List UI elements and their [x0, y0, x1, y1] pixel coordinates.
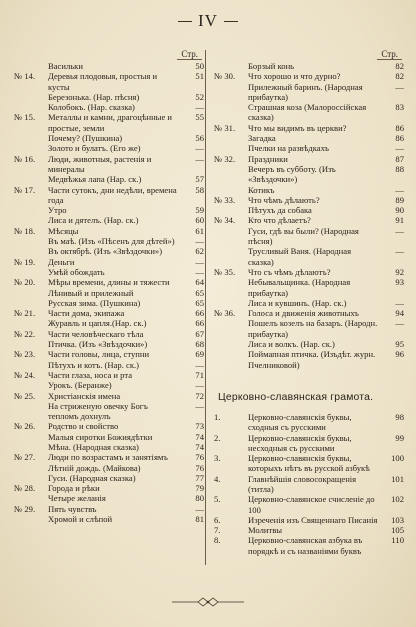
toc-entry — [214, 61, 404, 71]
toc-entry — [214, 185, 404, 195]
toc-entry — [14, 504, 204, 514]
entry-title: Части сутокъ, дни недѣли, времена года — [48, 184, 177, 205]
entry-number: № 22. — [14, 328, 36, 339]
entry-page: 72 — [195, 390, 204, 401]
entry-page: 65 — [195, 287, 204, 298]
entry-title: Трусливый Ваня. (Народная сказка) — [248, 246, 352, 267]
page-header — [0, 6, 416, 36]
toc-entry — [14, 463, 204, 473]
entry-title: Умѣй обождать — [48, 266, 105, 277]
entry-page: 82 — [395, 61, 404, 71]
left-column — [14, 47, 204, 524]
entry-page: — — [395, 81, 404, 92]
toc-entry — [14, 308, 204, 318]
entry-title: Лиса и волкъ. (Нар. ск.) — [248, 339, 335, 350]
entry-page: 69 — [195, 349, 204, 360]
page-column-label: Стр. — [177, 49, 202, 60]
entry-number: № 36. — [214, 308, 236, 319]
entry-title: Части дома, экипажа — [48, 308, 125, 319]
entry-title: Пять чувствъ — [48, 503, 97, 514]
entry-title: Золото и булатъ. (Его же) — [48, 143, 141, 154]
entry-number: № 19. — [14, 256, 36, 267]
section-title: Церковно-славянская грамота. — [218, 391, 374, 403]
entry-page: 50 — [195, 61, 204, 71]
right-column — [214, 47, 404, 556]
entry-page: — — [195, 400, 204, 411]
entry-title: Урокъ. (Беранже) — [48, 380, 112, 391]
entry-title: Журавль и цапля.(Нар. ск.) — [48, 318, 147, 329]
entry-page: 88 — [395, 163, 404, 174]
toc-entry — [14, 246, 204, 256]
toc-entry — [14, 391, 204, 401]
entry-number: № 20. — [14, 277, 36, 288]
left-entries-list — [14, 61, 204, 524]
entry-page: — — [395, 246, 404, 257]
entry-title: Что мы видимъ въ церкви? — [248, 122, 347, 133]
entry-page: — — [395, 184, 404, 195]
entry-title: Котикъ — [248, 184, 275, 195]
entry-page: 68 — [195, 339, 204, 350]
entry-page: — — [195, 236, 204, 247]
toc-entry — [214, 494, 404, 515]
entry-page: — — [195, 359, 204, 370]
toc-entry — [14, 514, 204, 524]
entry-title: Прилежный баринъ. (Народная прибаутка) — [248, 81, 363, 102]
entry-title: Колобокъ. (Нар. сказка) — [48, 102, 135, 113]
toc-entry — [214, 515, 404, 525]
entry-number: № 23. — [14, 349, 36, 360]
entry-page: 83 — [395, 102, 404, 113]
entry-page: — — [195, 380, 204, 391]
entry-title: Деревья плодовыя, простыя и кусты — [48, 71, 158, 92]
entry-page: 86 — [395, 133, 404, 144]
entry-page: 66 — [195, 308, 204, 319]
entry-page: — — [195, 503, 204, 514]
entry-title: Васильки — [48, 61, 83, 71]
entry-number: № 28. — [14, 483, 36, 494]
entry-page: 110 — [391, 535, 404, 546]
entry-title: Утро — [48, 205, 67, 216]
entry-page: 90 — [395, 205, 404, 216]
entry-page: 73 — [195, 421, 204, 432]
entry-page: 66 — [195, 318, 204, 329]
toc-entry — [214, 525, 404, 535]
right-column-head — [214, 47, 404, 61]
entry-number: № 26. — [14, 421, 36, 432]
entry-title: Загадка — [248, 133, 276, 144]
page-column-label: Стр. — [377, 49, 402, 60]
entry-number: 5. — [214, 494, 221, 505]
entry-title: Хромой и слѣпой — [48, 514, 113, 525]
entry-title: Люди по возрастамъ и занятіямъ — [48, 452, 168, 463]
toc-entry — [214, 349, 404, 370]
toc-entry — [14, 298, 204, 308]
entry-page: 65 — [195, 297, 204, 308]
toc-entry — [214, 143, 404, 153]
toc-entry — [14, 380, 204, 390]
toc-entry — [14, 236, 204, 246]
entry-page: 79 — [195, 483, 204, 494]
entry-title: Мѣсяцы — [48, 225, 79, 236]
entry-page: — — [195, 153, 204, 164]
entry-title: Молитвы — [248, 525, 283, 536]
entry-page: 95 — [395, 339, 404, 350]
toc-entry — [14, 267, 204, 277]
toc-entry — [14, 143, 204, 153]
entry-title: Мѣна. (Народная сказка) — [48, 441, 139, 452]
entry-title: Изреченія изъ Священнаго Писанія — [248, 514, 378, 525]
toc-entry — [214, 433, 404, 454]
toc-entry — [14, 370, 204, 380]
header-dash-left — [178, 21, 192, 22]
toc-entry — [14, 288, 204, 298]
entry-title: Металлы и камни, драгоцѣнные и простые, земли — [48, 112, 173, 133]
toc-entry — [214, 102, 404, 123]
entry-title: Что хорошо и что дурно? — [248, 71, 341, 82]
toc-entry — [214, 164, 404, 185]
entry-page: 71 — [195, 369, 204, 380]
toc-entry — [14, 205, 204, 215]
entry-page: 103 — [391, 514, 404, 525]
entry-page: 59 — [195, 205, 204, 216]
entry-title: Праздники — [248, 153, 288, 164]
entry-number: № 14. — [14, 71, 36, 82]
entry-page: 105 — [391, 525, 404, 536]
toc-entry — [214, 339, 404, 349]
entry-title: Въ октябрѣ. (Изъ «Звѣздочки») — [48, 246, 163, 257]
entry-page: 89 — [395, 194, 404, 205]
entry-page: 57 — [195, 174, 204, 185]
toc-entry — [214, 215, 404, 225]
left-column-head — [14, 47, 204, 61]
entry-number: 7. — [214, 525, 221, 536]
entry-page: 67 — [195, 328, 204, 339]
toc-entry — [214, 453, 404, 474]
entry-title: Лиса и дятелъ. (Нар. ск.) — [48, 215, 139, 226]
entry-page: 93 — [395, 277, 404, 288]
entry-page: 98 — [395, 411, 404, 422]
entry-title: Родство и свойство — [48, 421, 119, 432]
toc-entry — [14, 401, 204, 422]
entry-title: Пошелъ козелъ на базаръ. (Народн. прибаутка) — [248, 318, 378, 339]
entry-number: № 25. — [14, 390, 36, 401]
entry-page: — — [395, 143, 404, 154]
entry-title: Русская зима. (Пушкина) — [48, 297, 141, 308]
entry-title: Птичка. (Изъ «Звѣздочки») — [48, 339, 148, 350]
toc-entry — [14, 174, 204, 184]
entry-title: Борзый конь — [248, 61, 295, 71]
entry-title: Пчелки на развѣдкахъ — [248, 143, 329, 154]
entry-page: — — [195, 102, 204, 113]
toc-entry — [14, 452, 204, 462]
entry-title: Гуси. (Народная сказка) — [48, 472, 136, 483]
entry-page: 80 — [195, 493, 204, 504]
entry-title: Поймапная птичка. (Изъдѣт. журн. Пчелниковой) — [248, 349, 376, 370]
entry-page: 74 — [195, 431, 204, 442]
entry-number: № 16. — [14, 153, 36, 164]
toc-entry — [14, 493, 204, 503]
entry-title: Лиса и кувшинъ. (Нар. ск.) — [248, 297, 347, 308]
entry-page: 76 — [195, 462, 204, 473]
entry-page: 87 — [395, 153, 404, 164]
toc-entry — [214, 474, 404, 495]
toc-entry — [14, 318, 204, 328]
entry-title: Деньги — [48, 256, 75, 267]
entry-title: Страшная коза (Малороссійская сказка) — [248, 102, 367, 123]
toc-entry — [14, 432, 204, 442]
toc-entry — [214, 318, 404, 339]
entry-page: 100 — [391, 453, 404, 464]
entry-page: 61 — [195, 225, 204, 236]
entry-title: Кто что дѣлаетъ? — [248, 215, 311, 226]
entry-page: 96 — [395, 349, 404, 360]
entry-title: Части человѣческаго тѣла — [48, 328, 144, 339]
entry-title: Небывальщинка. (Народная прибаутка) — [248, 277, 351, 298]
toc-entry — [14, 61, 204, 71]
entry-page: 64 — [195, 277, 204, 288]
entry-title: Гуси, гдѣ вы были? (Народная пѣсня) — [248, 225, 359, 247]
entry-title: Главнѣйшія словосокращенія (титла) — [248, 473, 357, 494]
toc-entry — [14, 185, 204, 206]
toc-entry — [14, 473, 204, 483]
entry-page: 86 — [395, 122, 404, 133]
entry-page: — — [395, 297, 404, 308]
entry-title: Христіанскія имена — [48, 390, 121, 401]
entry-title: Церковно-славянскія буквы, сходныя съ русскими — [248, 411, 352, 433]
entry-title: Церковно-славянскія буквы, несходныя съ русскими — [248, 432, 352, 453]
toc-entry — [214, 412, 404, 433]
right-entries-list — [214, 61, 404, 370]
toc-entry — [214, 133, 404, 143]
toc-entry — [214, 308, 404, 318]
toc-entry — [214, 82, 404, 103]
toc-entry — [14, 360, 204, 370]
toc-entry — [14, 329, 204, 339]
toc-entry — [14, 215, 204, 225]
entry-title: Голоса и движенія животныхъ — [248, 308, 359, 319]
entry-number: № 33. — [214, 194, 236, 205]
entry-number: № 17. — [14, 184, 36, 195]
column-divider — [205, 50, 206, 565]
toc-entry — [214, 298, 404, 308]
toc-entry — [14, 71, 204, 92]
entry-number: 3. — [214, 453, 221, 464]
entry-number: № 21. — [14, 308, 36, 319]
entry-page: — — [395, 225, 404, 236]
entry-number: 6. — [214, 514, 221, 525]
entry-page: 82 — [395, 71, 404, 82]
toc-entry — [214, 226, 404, 247]
entry-page: 81 — [195, 514, 204, 525]
entry-number: № 34. — [214, 215, 236, 226]
toc-entry — [14, 133, 204, 143]
entry-number: № 27. — [14, 452, 36, 463]
entry-page: 62 — [195, 246, 204, 257]
toc-entry — [14, 339, 204, 349]
entry-number: № 29. — [14, 503, 36, 514]
entry-title: Лѣнивый и прилежный — [48, 287, 134, 298]
entry-title: Медвѣжья лапа (Нар. ск.) — [48, 174, 142, 185]
entry-title: Пѣтухъ да собака — [248, 205, 312, 216]
entry-page: — — [395, 318, 404, 329]
entry-page: 99 — [395, 432, 404, 443]
entry-title: Люди, животныя, растенія и минералы — [48, 153, 152, 174]
toc-entry — [14, 421, 204, 431]
entry-page: — — [195, 143, 204, 154]
entry-title: Пѣтухъ и котъ. (Нар. ск.) — [48, 359, 140, 370]
entry-page: 92 — [395, 266, 404, 277]
toc-entry — [14, 483, 204, 493]
entry-title: Что съ чѣмъ дѣлаютъ? — [248, 266, 331, 277]
entry-number: 8. — [214, 535, 221, 546]
toc-entry — [14, 154, 204, 175]
entry-number: № 31. — [214, 122, 236, 133]
toc-entry — [14, 92, 204, 102]
header-dash-right — [224, 21, 238, 22]
entry-title: Что чѣмъ дѣлають? — [248, 194, 320, 205]
entry-page: 101 — [391, 473, 404, 484]
entry-title: На стриженую овечку Богъ тепломъ дохнулъ — [48, 400, 148, 422]
entry-title: Церковно-славянское счисленіе до 100 — [248, 494, 375, 515]
toc-entry — [214, 154, 404, 164]
entry-page: 91 — [395, 215, 404, 226]
entry-number: 2. — [214, 432, 221, 443]
entry-title: Въ маѣ. (Изъ «Пѣсенъ для дѣтей») — [48, 236, 175, 247]
entry-page: 55 — [195, 112, 204, 123]
entry-page: 76 — [195, 452, 204, 463]
entry-page: 94 — [395, 308, 404, 319]
entry-title: Березонька. (Нар. пѣсня) — [48, 91, 140, 102]
entry-page: 60 — [195, 215, 204, 226]
entry-number: № 30. — [214, 71, 236, 82]
entry-title: Почему? (Пушкина) — [48, 133, 123, 144]
entry-title: Церковно-славянская азбука въ порядкѣ и съ названіями буквъ — [248, 535, 363, 556]
entry-page: 77 — [195, 472, 204, 483]
toc-entry — [14, 349, 204, 359]
entry-number: 1. — [214, 411, 221, 422]
entry-title: Части глаза, носа и рта — [48, 369, 133, 380]
toc-entry — [14, 102, 204, 112]
toc-entry — [14, 442, 204, 452]
toc-entry — [14, 277, 204, 287]
page-numeral: IV — [198, 11, 218, 30]
entry-number: № 15. — [14, 112, 36, 123]
church-entries-list — [214, 412, 404, 556]
toc-entry — [214, 535, 404, 556]
entry-page: 56 — [195, 133, 204, 144]
entry-title: Мѣры времени, длины и тяжести — [48, 277, 170, 288]
entry-page: 52 — [195, 91, 204, 102]
entry-title: Города и рѣки — [48, 483, 100, 494]
toc-entry — [214, 246, 404, 267]
toc-entry — [14, 257, 204, 267]
entry-page: — — [195, 256, 204, 267]
entry-number: № 35. — [214, 266, 236, 277]
entry-number: № 24. — [14, 369, 36, 380]
entry-page: 74 — [195, 441, 204, 452]
entry-title: Лѣтній дождь. (Майкова) — [48, 462, 141, 473]
entry-page: 58 — [195, 184, 204, 195]
entry-page: — — [195, 266, 204, 277]
entry-title: Церковно-славянскія буквы, которыхъ нѣтъ въ русской азбукѣ — [248, 453, 370, 474]
entry-title: Вечеръ въ субботу. (Изъ «Звѣздочки») — [248, 163, 336, 185]
entry-title: Части головы, лица, ступни — [48, 349, 150, 360]
ornament-icon — [168, 596, 248, 608]
entry-title: Малыя сиротки Божиядѣтки — [48, 431, 153, 442]
entry-title: Четыре желанія — [48, 493, 106, 504]
toc-entry — [214, 277, 404, 298]
toc-entry — [14, 112, 204, 133]
entry-number: № 32. — [214, 153, 236, 164]
toc-entry — [214, 71, 404, 81]
entry-number: № 18. — [14, 225, 36, 236]
toc-entry — [14, 226, 204, 236]
toc-entry — [214, 123, 404, 133]
toc-entry — [214, 205, 404, 215]
entry-page: 51 — [195, 71, 204, 82]
toc-entry — [214, 195, 404, 205]
entry-number: 4. — [214, 473, 221, 484]
toc-entry — [214, 267, 404, 277]
entry-page: 102 — [391, 494, 404, 505]
